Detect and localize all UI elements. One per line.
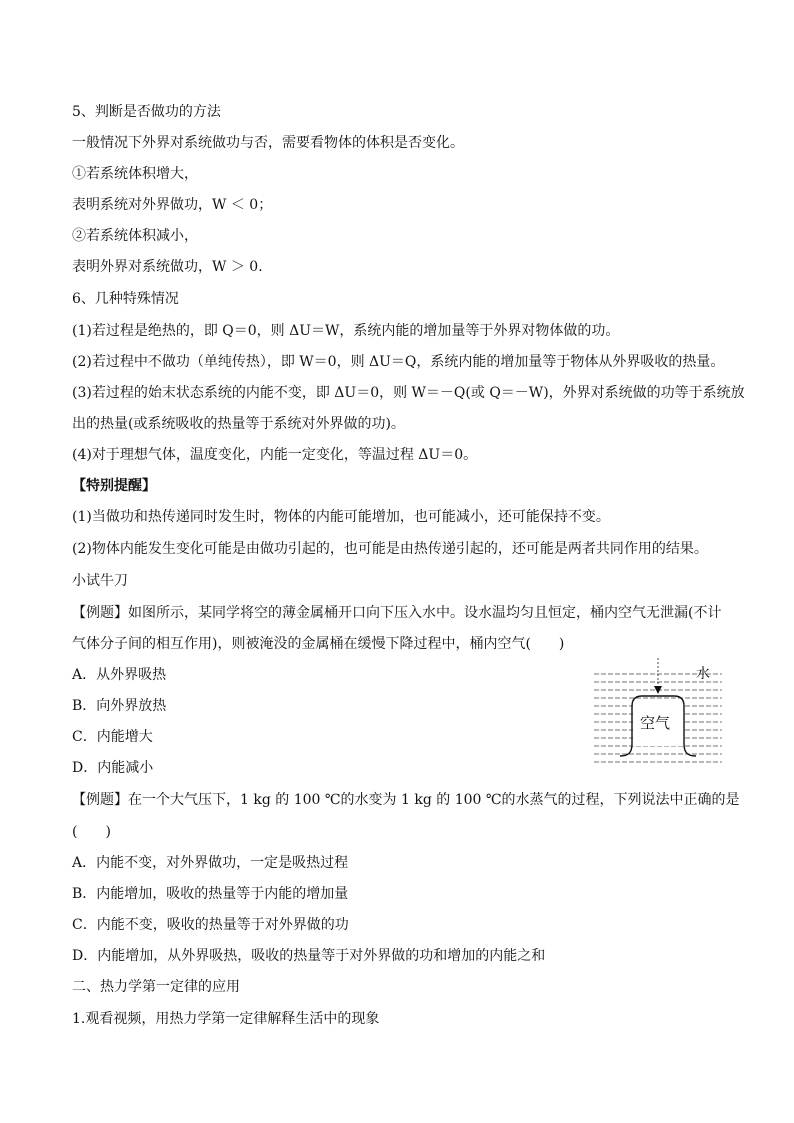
air-label: 空气 xyxy=(640,714,671,732)
section-6-item-3-line-1: (3)若过程的始末状态系统的内能不变，即 ΔU＝0，则 W＝－Q(或 Q＝－W)，外界对系统做的功等于系统放 xyxy=(72,385,745,401)
tip-item-2: (2)物体内能发生变化可能是由做功引起的，也可能是由热传递引起的，还可能是两者共同作用的结果。 xyxy=(72,541,708,557)
section-6-heading: 6、几种特殊情况 xyxy=(72,291,179,307)
section-5-case-2-result: 表明外界对系统做功，W ＞ 0． xyxy=(72,259,273,275)
example-1-stem-line-2: 气体分子间的相互作用)，则被淹没的金属桶在缓慢下降过程中，桶内空气( ) xyxy=(72,636,565,652)
section-6-item-1: (1)若过程是绝热的，即 Q＝0，则 ΔU＝W，系统内能的增加量等于外界对物体做的功。 xyxy=(72,323,620,339)
example-1-option-c: C．内能增大 xyxy=(72,729,153,745)
example-1-option-a: A．从外界吸热 xyxy=(72,667,167,683)
section-5-heading: 5、判断是否做功的方法 xyxy=(72,104,221,120)
water-label: 水 xyxy=(696,666,710,682)
part-2-heading: 二、热力学第一定律的应用 xyxy=(72,979,240,995)
example-2-option-c: C．内能不变，吸收的热量等于对外界做的功 xyxy=(72,917,349,933)
section-6-item-3-line-2: 出的热量(或系统吸收的热量等于系统对外界做的功)。 xyxy=(72,416,405,432)
section-5-case-2: ②若系统体积减小， xyxy=(72,228,198,244)
example-2-stem-line-2: ( ) xyxy=(72,824,111,840)
bucket-in-water-figure xyxy=(592,656,724,768)
example-2-option-b: B．内能增加，吸收的热量等于内能的增加量 xyxy=(72,886,349,902)
tip-heading: 【特别提醒】 xyxy=(72,478,156,494)
example-1-stem-line-1: 【例题】如图所示，某同学将空的薄金属桶开口向下压入水中。设水温均匀且恒定，桶内空气无泄漏(不计 xyxy=(72,605,722,621)
tip-item-1: (1)当做功和热传递同时发生时，物体的内能可能增加，也可能减小，还可能保持不变。 xyxy=(72,509,610,525)
example-1-option-d: D．内能减小 xyxy=(72,760,154,776)
example-2-option-d: D．内能增加，从外界吸热，吸收的热量等于对外界做的功和增加的内能之和 xyxy=(72,948,546,964)
part-2-item-1: 1.观看视频，用热力学第一定律解释生活中的现象 xyxy=(72,1011,380,1027)
example-1-option-b: B．向外界放热 xyxy=(72,698,167,714)
section-5-case-1: ①若系统体积增大， xyxy=(72,166,198,182)
example-2-option-a: A．内能不变，对外界做功，一定是吸热过程 xyxy=(72,855,349,871)
section-6-item-2: (2)若过程中不做功（单纯传热），即 W＝0，则 ΔU＝Q，系统内能的增加量等于物体从外界吸收的热量。 xyxy=(72,354,725,370)
practice-heading: 小试牛刀 xyxy=(72,573,128,589)
section-5-case-1-result: 表明系统对外界做功，W ＜ 0； xyxy=(72,197,273,213)
section-5-intro: 一般情况下外界对系统做功与否，需要看物体的体积是否变化。 xyxy=(72,135,464,151)
example-2-stem-line-1: 【例题】在一个大气压下，1 kg 的 100 ℃的水变为 1 kg 的 100 ℃的水蒸气的过程，下列说法中正确的是 xyxy=(72,792,740,808)
section-6-item-4: (4)对于理想气体，温度变化，内能一定变化，等温过程 ΔU＝0。 xyxy=(72,447,478,463)
